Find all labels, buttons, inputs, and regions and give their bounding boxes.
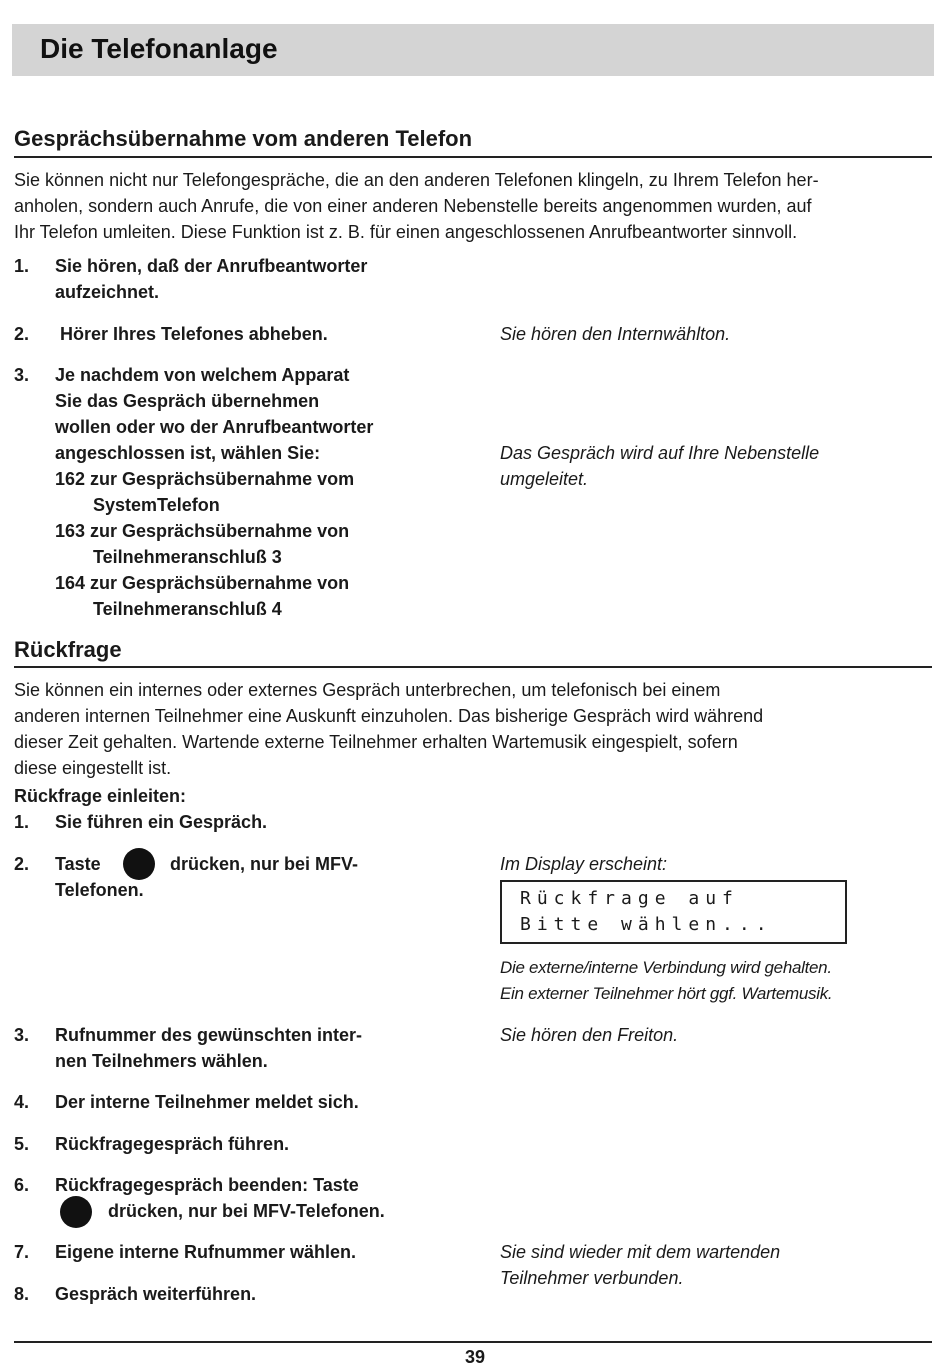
section-title-call-pickup: Gesprächsübernahme vom anderen Telefon [14,126,473,151]
note-line: Das Gespräch wird auf Ihre Nebenstelle [500,443,820,463]
option-line: 162 zur Gesprächsübernahme vom [55,469,355,489]
note-line: Teilnehmer verbunden. [500,1268,684,1288]
step-text: Eigene interne Rufnummer wählen. [55,1242,357,1262]
note-line: Sie sind wieder mit dem wartenden [500,1242,781,1262]
intro-line: anholen, sondern auch Anrufe, die von einer anderen Nebenstelle bereits angenommen wurden, auf [14,196,812,216]
intro-line: Sie können ein internes oder externes Gespräch unterbrechen, um telefonisch bei einem [14,680,721,700]
step-text: Telefonen. [55,880,144,900]
step-line: wollen oder wo der Anrufbeantworter [55,417,374,437]
step-number: 8. [14,1284,30,1304]
step-text: Rückfragegespräch führen. [55,1134,290,1154]
step-note: Im Display erscheint: [500,854,668,874]
step-line: Sie das Gespräch übernehmen [55,391,320,411]
note-line: Die externe/interne Verbindung wird gehalten. [500,958,832,977]
note-line: Ein externer Teilnehmer hört ggf. Wartemusik. [500,984,833,1003]
section-title-rueckfrage: Rückfrage [14,637,122,662]
step-text: drücken, nur bei MFV-Telefonen. [108,1201,385,1221]
option-line: Teilnehmeranschluß 3 [93,547,282,567]
step-text [55,253,367,305]
step-number: 3. [14,365,30,385]
step-note: Sie hören den Internwählton. [500,324,731,344]
note-line: umgeleitet. [500,469,589,489]
step-number: 1. [14,256,30,276]
step-line: nen Teilnehmers wählen. [55,1051,268,1071]
step-note [500,955,832,1007]
step-text: Hörer Ihres Telefones abheben. [55,324,328,344]
rueckfrage-key-icon[interactable] [123,848,155,880]
option-line: 163 zur Gesprächsübernahme von [55,521,350,541]
option-line: SystemTelefon [93,495,220,515]
subheading: Rückfrage einleiten: [14,786,187,806]
step-number: 6. [14,1175,30,1195]
step-text [55,362,373,622]
step-note [500,440,819,492]
page-number: 39 [464,1347,486,1367]
display-line: Bitte wählen... [520,914,773,935]
step-text: Taste [55,854,101,874]
step-text: Rückfragegespräch beenden: Taste [55,1175,359,1195]
step-number: 5. [14,1134,30,1154]
phone-display [500,880,847,944]
step-number: 3. [14,1025,30,1045]
intro-line: anderen internen Teilnehmer eine Auskunft einzuholen. Das bisherige Gespräch wird während [14,706,764,726]
step-number: 2. [14,854,30,874]
step-note: Sie hören den Freiton. [500,1025,679,1045]
intro-line: diese eingestellt ist. [14,758,172,778]
option-line: Teilnehmeranschluß 4 [93,599,282,619]
step-line: Je nachdem von welchem Apparat [55,365,350,385]
step-line: angeschlossen ist, wählen Sie: [55,443,321,463]
section1-intro [14,167,932,245]
option-line: 164 zur Gesprächsübernahme von [55,573,350,593]
section-rule [14,666,932,668]
footer-rule [14,1341,932,1343]
step-text: Sie führen ein Gespräch. [55,812,268,832]
step-number: 2. [14,324,30,344]
step-number: 7. [14,1242,30,1262]
section2-intro [14,677,932,781]
step-number: 1. [14,812,30,832]
section-rule [14,156,932,158]
step-text: drücken, nur bei MFV- [170,854,359,874]
step-line: aufzeichnet. [55,282,160,302]
intro-line: dieser Zeit gehalten. Wartende externe Teilnehmer erhalten Wartemusik eingespielt, sofern [14,732,738,752]
display-line: Rückfrage auf [520,888,739,909]
step-text [55,1022,362,1074]
page-title: Die Telefonanlage [40,33,278,64]
step-line: Sie hören, daß der Anrufbeantworter [55,256,368,276]
step-text: Gespräch weiterführen. [55,1284,257,1304]
rueckfrage-key-icon[interactable] [60,1196,92,1228]
intro-line: Sie können nicht nur Telefongespräche, die an den anderen Telefonen klingeln, zu Ihrem Telefon her- [14,170,819,190]
step-text: Der interne Teilnehmer meldet sich. [55,1092,359,1112]
step-number: 4. [14,1092,30,1112]
step-line: Rufnummer des gewünschten inter- [55,1025,363,1045]
intro-line: Ihr Telefon umleiten. Diese Funktion ist z. B. für einen angeschlossenen Anrufbeantworter sinnvoll. [14,222,798,242]
step-note [500,1239,780,1291]
